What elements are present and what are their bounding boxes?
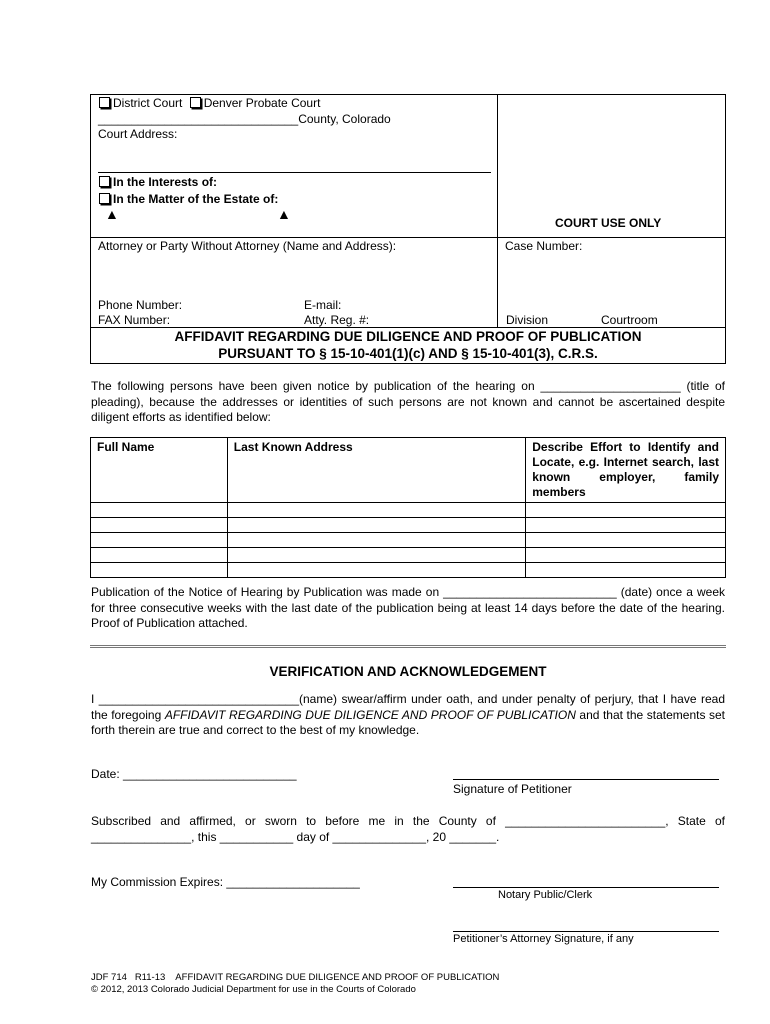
caption-divider-1 — [90, 237, 726, 238]
table-cell[interactable] — [526, 533, 726, 548]
table-cell[interactable] — [91, 548, 228, 563]
caption-divider-vertical — [497, 94, 498, 328]
table-header-row — [91, 438, 726, 503]
table-row — [91, 548, 726, 563]
date-field[interactable]: Date: __________________________ — [91, 767, 297, 781]
court-address-line[interactable] — [98, 172, 491, 173]
notice-paragraph: The following persons have been given notice by publication of the hearing on _____________________ (title of pleading), because the addresses or identities of such persons are not known and cannot be ascertained despite diligent efforts as identified below: — [91, 379, 725, 424]
table-cell[interactable] — [227, 548, 525, 563]
petitioner-signature-line[interactable] — [453, 779, 719, 780]
verification-text-end: and that the statements set forth therein are true and correct to the best of my knowledge. — [91, 707, 725, 737]
table-row — [91, 518, 726, 533]
title-line-1: AFFIDAVIT REGARDING DUE DILIGENCE AND PROOF OF PUBLICATION — [174, 329, 642, 344]
footer-line-2: © 2012, 2013 Colorado Judicial Department for use in the Courts of Colorado — [91, 984, 416, 995]
up-arrow-left-icon: ▲ — [105, 206, 119, 222]
table-cell[interactable] — [91, 533, 228, 548]
matter-row — [99, 192, 278, 206]
fax-label: FAX Number: — [98, 313, 171, 327]
section-divider — [90, 645, 726, 648]
table-row — [91, 563, 726, 578]
district-court-label: District Court — [113, 96, 183, 110]
verification-paragraph — [91, 692, 725, 739]
header-describe-effort: Describe Effort to Identify and Locate, e.g. Internet search, last known employer, family members — [526, 438, 726, 503]
county-line[interactable]: ______________________________County, Colorado — [98, 112, 391, 126]
verification-text-italic: AFFIDAVIT REGARDING DUE DILIGENCE AND PROOF OF PUBLICATION — [164, 707, 576, 722]
table-cell[interactable] — [227, 518, 525, 533]
notary-signature-line[interactable] — [453, 887, 719, 888]
case-number-label: Case Number: — [505, 239, 583, 253]
matter-checkbox[interactable] — [99, 193, 110, 204]
notary-label: Notary Public/Clerk — [498, 889, 593, 901]
denver-probate-label: Denver Probate Court — [203, 96, 321, 110]
verification-text-start: I ______________________________(name) swear/affirm under oath, and under penalty of perjury, that I have read the foregoing — [91, 692, 725, 722]
table-row — [91, 533, 726, 548]
denver-probate-checkbox[interactable] — [190, 97, 201, 108]
title-line-2: PURSUANT TO § 15-10-401(1)(c) AND § 15-10-401(3), C.R.S. — [218, 346, 598, 361]
court-address-label: Court Address: — [98, 127, 178, 141]
petitioner-signature-label: Signature of Petitioner — [453, 782, 572, 796]
commission-expires-field[interactable]: My Commission Expires: ____________________ — [91, 875, 360, 889]
table-row — [91, 503, 726, 518]
attorney-signature-line[interactable] — [453, 931, 719, 932]
up-arrow-right-icon: ▲ — [277, 206, 291, 222]
division-label: Division — [506, 313, 549, 327]
atty-reg-label: Atty. Reg. #: — [304, 313, 370, 327]
table-cell[interactable] — [91, 518, 228, 533]
interests-checkbox[interactable] — [99, 176, 110, 187]
courtroom-label: Courtroom — [601, 313, 658, 327]
table-cell[interactable] — [227, 563, 525, 578]
table-cell[interactable] — [227, 533, 525, 548]
email-label: E-mail: — [304, 298, 342, 312]
subscribed-paragraph: Subscribed and affirmed, or sworn to before me in the County of ________________________, State of _______________, this ___________ day of ______________, 20 _______. — [91, 814, 725, 844]
interests-row — [99, 175, 217, 189]
table-cell[interactable] — [91, 503, 228, 518]
persons-table — [90, 437, 726, 578]
table-cell[interactable] — [526, 563, 726, 578]
court-type-row — [99, 96, 320, 110]
matter-label: In the Matter of the Estate of: — [113, 192, 279, 206]
verification-heading: VERIFICATION AND ACKNOWLEDGEMENT — [269, 664, 547, 679]
publication-paragraph: Publication of the Notice of Hearing by Publication was made on __________________________ (date) once a week for three consecutive weeks with the last date of the publication being at least 14 days before the date of the hearing. Proof of Publication attached. — [91, 585, 725, 630]
header-full-name: Full Name — [91, 438, 228, 503]
table-cell[interactable] — [526, 503, 726, 518]
interests-label: In the Interests of: — [113, 175, 218, 189]
court-use-only: COURT USE ONLY — [555, 216, 662, 230]
footer-line-1: JDF 714 R11-13 AFFIDAVIT REGARDING DUE DILIGENCE AND PROOF OF PUBLICATION — [91, 972, 500, 983]
phone-label: Phone Number: — [98, 298, 183, 312]
header-last-known-address: Last Known Address — [227, 438, 525, 503]
table-cell[interactable] — [526, 518, 726, 533]
attorney-signature-label: Petitioner’s Attorney Signature, if any — [453, 933, 634, 945]
caption-divider-2 — [90, 327, 726, 328]
table-cell[interactable] — [526, 548, 726, 563]
district-court-checkbox[interactable] — [99, 97, 110, 108]
table-cell[interactable] — [227, 503, 525, 518]
attorney-label: Attorney or Party Without Attorney (Name and Address): — [98, 239, 397, 253]
table-cell[interactable] — [91, 563, 228, 578]
